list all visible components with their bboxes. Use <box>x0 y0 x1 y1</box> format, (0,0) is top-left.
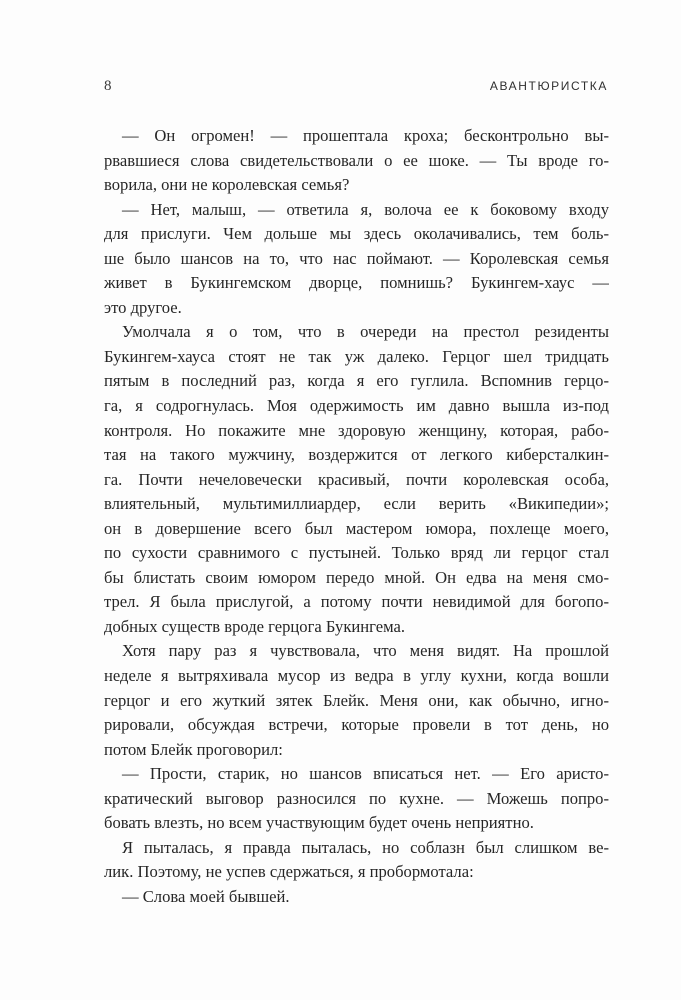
text-line: пятым в последний раз, когда я его гуглила. Вспомнив герцо- <box>104 371 609 391</box>
text-line: трел. Я была прислугой, а потому почти невидимой для богопо- <box>104 592 609 612</box>
text-line: потом Блейк проговорил: <box>104 739 283 759</box>
text-line: рвавшиеся слова свидетельствовали о ее шоке. — Ты вроде го- <box>104 150 609 170</box>
page-body-text <box>104 124 609 910</box>
text-line: тая на такого мужчину, воздержится от легкого киберсталкин- <box>104 445 609 465</box>
text-line: ше было шансов на то, что нас поймают. — Королевская семья <box>104 248 609 268</box>
text-line: добных существ вроде герцога Букингема. <box>104 616 405 636</box>
text-line: — Прости, старик, но шансов вписаться нет. — Его аристо- <box>122 764 609 784</box>
text-line: Умолчала я о том, что в очереди на престол резиденты <box>122 322 609 342</box>
text-line: неделе я вытряхивала мусор из ведра в углу кухни, когда вошли <box>104 666 609 686</box>
text-line: га. Почти нечеловечески красивый, почти королевская особа, <box>104 469 609 489</box>
text-line: контроля. Но покажите мне здоровую женщину, которая, рабо- <box>104 420 609 440</box>
text-line: кратический выговор разносился по кухне. — Можешь попро- <box>104 788 609 808</box>
text-line: влиятельный, мультимиллиардер, если верить «Википедии»; <box>104 494 609 514</box>
text-line: Я пыталась, я правда пыталась, но соблазн был слишком ве- <box>122 837 609 857</box>
page-header <box>104 76 608 96</box>
text-line: лик. Поэтому, не успев сдержаться, я пробормотала: <box>104 862 474 882</box>
text-line: по сухости сравнимого с пустыней. Только вряд ли герцог стал <box>104 543 609 563</box>
text-line: бы блистать своим юмором передо мной. Он едва на меня смо- <box>104 567 609 587</box>
text-line: живет в Букингемском дворце, помнишь? Букингем-хаус — <box>104 273 609 293</box>
text-line: ворила, они не королевская семья? <box>104 175 350 195</box>
running-title: АВАНТЮРИСТКА <box>489 79 608 93</box>
text-line: — Слова моей бывшей. <box>122 886 290 906</box>
text-line: рировали, обсуждая встречи, которые провели в тот день, но <box>104 715 609 735</box>
text-line: Букингем-хауса стоят не так уж далеко. Герцог шел тридцать <box>104 346 609 366</box>
text-line: это другое. <box>104 297 182 317</box>
text-line: герцог и его жуткий зятек Блейк. Меня они, как обычно, игно- <box>104 690 609 710</box>
text-line: — Нет, малыш, — ответила я, волоча ее к боковому входу <box>122 199 609 219</box>
text-line: га, я содрогнулась. Моя одержимость им давно вышла из-под <box>104 396 609 416</box>
text-line: — Он огромен! — прошептала кроха; бесконтрольно вы- <box>122 126 609 145</box>
text-line: Хотя пару раз я чувствовала, что меня видят. На прошлой <box>122 641 609 661</box>
text-line: для прислуги. Чем дольше мы здесь околачивались, тем боль- <box>104 224 609 244</box>
text-line: он в довершение всего был мастером юмора, похлеще моего, <box>104 518 609 538</box>
text-line: бовать влезть, но всем участвующим будет очень неприятно. <box>104 813 534 833</box>
page-number: 8 <box>104 77 112 94</box>
